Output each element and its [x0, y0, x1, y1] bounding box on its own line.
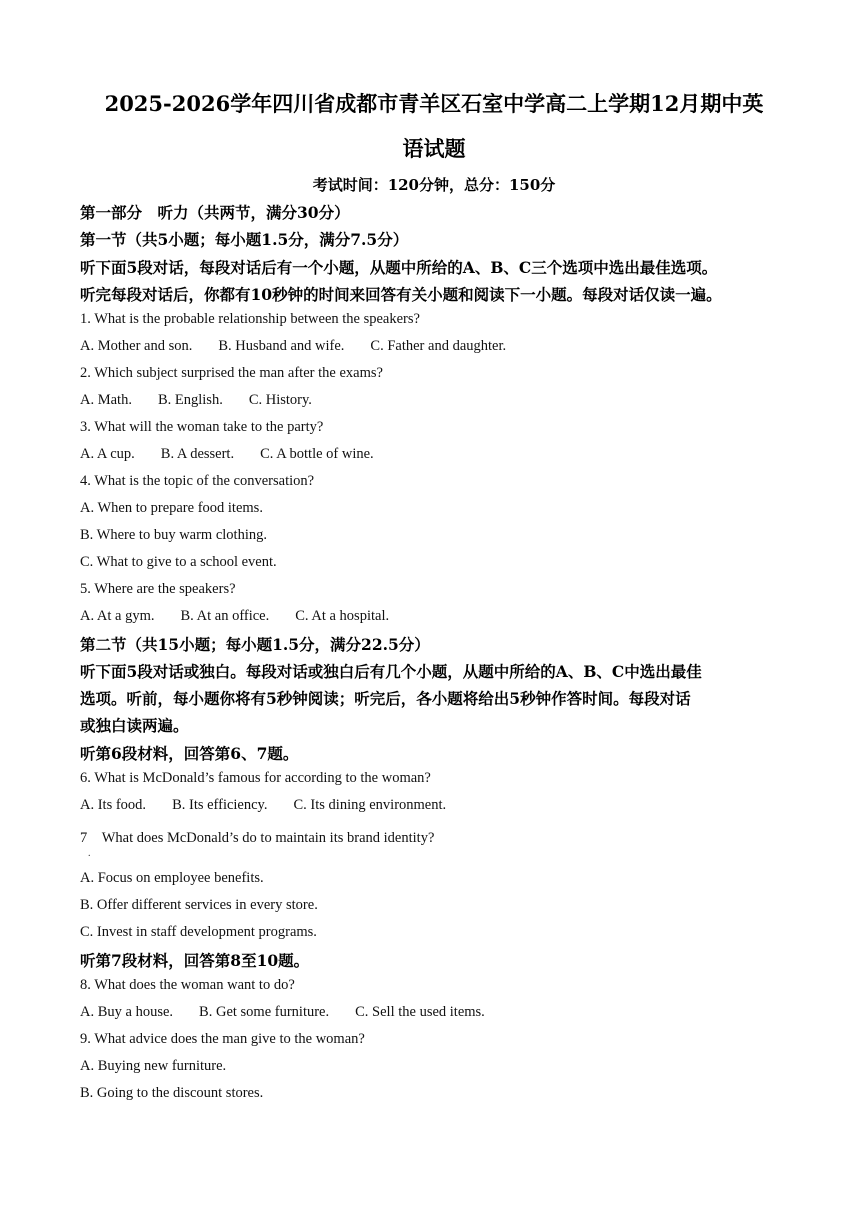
option-c: C. A bottle of wine.	[260, 446, 374, 462]
question-9-option-b: B. Going to the discount stores.	[80, 1085, 264, 1101]
question-7: 7 What does McDonald’s do to maintain its brand identity?	[80, 830, 435, 846]
question-5: 5. Where are the speakers?	[80, 581, 236, 597]
question-2-options	[80, 392, 338, 409]
option-a: A. Mother and son.	[80, 338, 193, 354]
section1-instruction-1: 听下面5段对话，每段对话后有一个小题，从题中所给的A、B、C三个选项中选出最佳选项。	[80, 258, 718, 277]
part1-heading: 第一部分 听力（共两节，满分30分）	[80, 203, 350, 222]
section2-instruction-3: 或独白读两遍。	[80, 716, 189, 735]
material-7-heading: 听第7段材料，回答第8至10题。	[80, 951, 310, 970]
question-7-option-c: C. Invest in staff development programs.	[80, 924, 317, 940]
question-8-options	[80, 1004, 511, 1021]
question-4-option-a: A. When to prepare food items.	[80, 500, 263, 516]
question-9-option-a: A. Buying new furniture.	[80, 1058, 227, 1074]
question-3-options	[80, 446, 400, 463]
option-b: B. English.	[157, 392, 223, 408]
option-c: C. Its dining environment.	[293, 797, 447, 813]
question-9: 9. What advice does the man give to the woman?	[80, 1031, 365, 1047]
section2-instruction-1: 听下面5段对话或独白。每段对话或独白后有几个小题，从题中所给的A、B、C中选出最佳	[80, 662, 702, 681]
exam-time-info: 考试时间：120分钟，总分：150分	[312, 176, 556, 194]
option-c: C. History.	[248, 392, 312, 408]
option-a: A. Its food.	[80, 797, 147, 813]
option-a: A. A cup.	[80, 446, 135, 462]
option-b: B. A dessert.	[160, 446, 235, 462]
question-6-options	[80, 797, 472, 814]
option-b: B. Its efficiency.	[172, 797, 268, 813]
question-2: 2. Which subject surprised the man after the exams?	[80, 365, 383, 381]
option-b: B. Get some furniture.	[199, 1004, 330, 1020]
question-6: 6. What is McDonald’s famous for according to the woman?	[80, 770, 431, 786]
question-1-options	[80, 338, 532, 355]
exam-title-line2: 语试题	[402, 136, 466, 161]
question-5-options	[80, 608, 415, 625]
section2-heading: 第二节（共15小题；每小题1.5分，满分22.5分）	[80, 635, 430, 654]
option-c: C. Father and daughter.	[370, 338, 507, 354]
option-b: B. Husband and wife.	[218, 338, 345, 354]
option-c: C. At a hospital.	[295, 608, 390, 624]
question-7-option-a: A. Focus on employee benefits.	[80, 870, 264, 886]
question-3: 3. What will the woman take to the party?	[80, 419, 324, 435]
question-1: 1. What is the probable relationship between the speakers?	[80, 311, 420, 327]
question-4: 4. What is the topic of the conversation?	[80, 473, 315, 489]
option-b: B. At an office.	[180, 608, 270, 624]
section1-heading: 第一节（共5小题；每小题1.5分，满分7.5分）	[80, 230, 409, 249]
stray-dot: .	[88, 848, 91, 859]
question-4-option-b: B. Where to buy warm clothing.	[80, 527, 267, 543]
option-a: A. Buy a house.	[80, 1004, 174, 1020]
option-a: A. At a gym.	[80, 608, 155, 624]
option-c: C. Sell the used items.	[355, 1004, 485, 1020]
option-a: A. Math.	[80, 392, 132, 408]
material-6-heading: 听第6段材料，回答第6、7题。	[80, 744, 299, 763]
question-4-option-c: C. What to give to a school event.	[80, 554, 277, 570]
exam-title-line1: 2025-2026学年四川省成都市青羊区石室中学高二上学期12月期中英	[104, 91, 764, 116]
section1-instruction-2: 听完每段对话后，你都有10秒钟的时间来回答有关小题和阅读下一小题。每段对话仅读一遍。	[80, 285, 722, 304]
question-7-option-b: B. Offer different services in every store.	[80, 897, 318, 913]
section2-instruction-2: 选项。听前，每小题你将有5秒钟阅读；听完后，各小题将给出5秒钟作答时间。每段对话	[80, 689, 691, 708]
question-8: 8. What does the woman want to do?	[80, 977, 295, 993]
